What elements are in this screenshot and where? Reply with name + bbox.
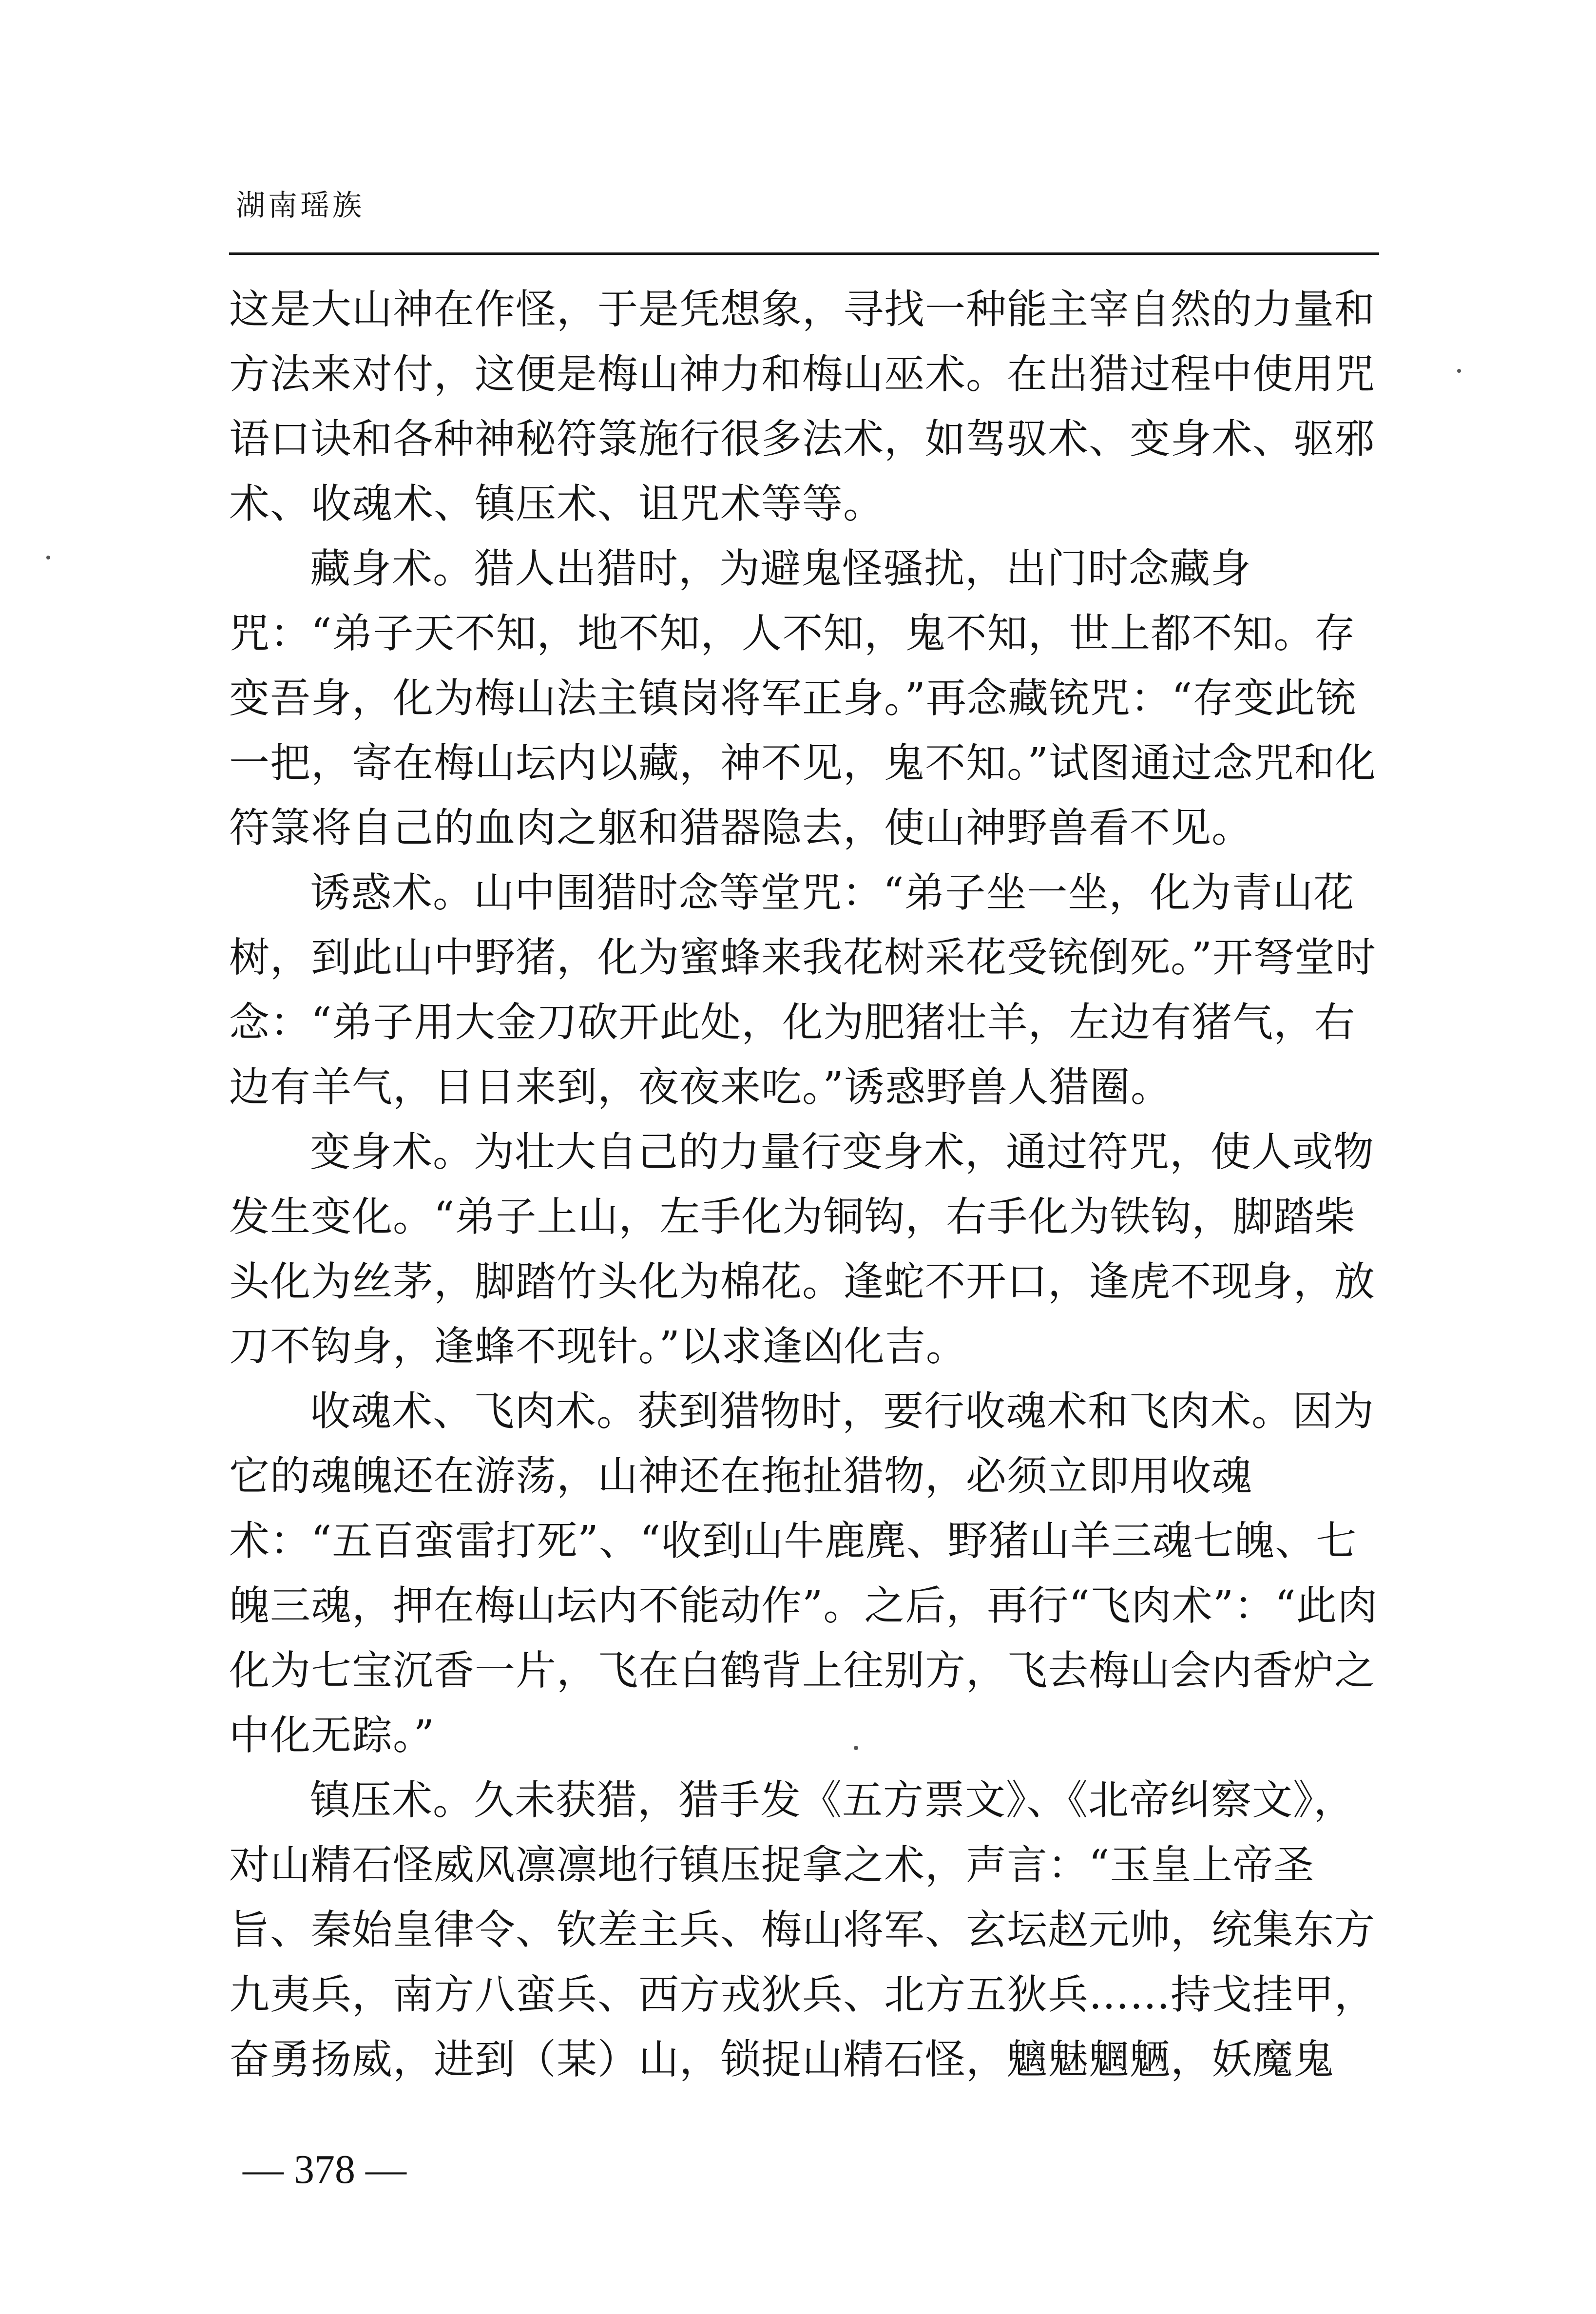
paragraph-6: 镇压术。久未获猎，猎手发《五方票文》、《北帝纠察文》，对山精石怪威风凛凛地行镇压捉拿之术，声言：“玉皇上帝圣旨、秦始皇律令、钦差主兵、梅山将军、玄坛赵元帅，统集东方九夷兵，南方八蛮兵、西方戎狄兵、北方五狄兵……持戈挂甲，奋勇扬威，进到（某）山，锁捉山精石怪，魑魅魍魉，妖魔鬼 bbox=[229, 1776, 1375, 2083]
scan-speck bbox=[854, 1746, 858, 1750]
paragraph-1: 这是大山神在作怪，于是凭想象，寻找一种能主宰自然的力量和方法来对付，这便是梅山神力和梅山巫术。在出猎过程中使用咒语口诀和各种神秘符箓施行很多法术，如驾驭术、变身术、驱邪术、收魂术、镇压术、诅咒术等等。 bbox=[229, 286, 1375, 527]
paragraph-4: 变身术。为壮大自己的力量行变身术，通过符咒，使人或物发生变化。“弟子上山，左手化为铜钩，右手化为铁钩，脚踏柴头化为丝茅，脚踏竹头化为棉花。逢蛇不开口，逢虎不现身，放刀不钩身，逢蜂不现针。”以求逢凶化吉。 bbox=[229, 1128, 1375, 1370]
scan-speck bbox=[1457, 369, 1461, 373]
paragraph-3: 诱惑术。山中围猎时念等堂咒：“弟子坐一坐，化为青山花树，到此山中野猪，化为蜜蜂来我花树采花受铳倒死。”开弩堂时念：“弟子用大金刀砍开此处，化为肥猪壮羊，左边有猪气，右边有羊气，日日来到，夜夜来吃。”诱惑野兽人猎圈。 bbox=[229, 869, 1376, 1111]
running-title: 湖南瑶族 bbox=[236, 189, 365, 223]
scan-speck bbox=[46, 556, 50, 559]
paragraph-5: 收魂术、飞肉术。获到猎物时，要行收魂术和飞肉术。因为它的魂魄还在游荡，山神还在拖扯猎物，必须立即用收魂术：“五百蛮雷打死”、“收到山牛鹿麂、野猪山羊三魂七魄、七魄三魂，押在梅山坛内不能动作”。之后，再行“飞肉术”：“此肉化为七宝沉香一片，飞在白鹤背上往别方，飞去梅山会内香炉之中化无踪。” bbox=[229, 1388, 1378, 1759]
body-text bbox=[229, 277, 1384, 2092]
header-rule bbox=[229, 252, 1379, 255]
paragraph-2: 藏身术。猎人出猎时，为避鬼怪骚扰，出门时念藏身咒：“弟子天不知，地不知，人不知，鬼不知，世上都不知。存变吾身，化为梅山法主镇岗将军正身。”再念藏铳咒：“存变此铳一把，寄在梅山坛内以藏，神不见，鬼不知。”试图通过念咒和化符箓将自己的血肉之躯和猎器隐去，使山神野兽看不见。 bbox=[229, 545, 1376, 851]
page-number: — 378 — bbox=[243, 2147, 406, 2192]
